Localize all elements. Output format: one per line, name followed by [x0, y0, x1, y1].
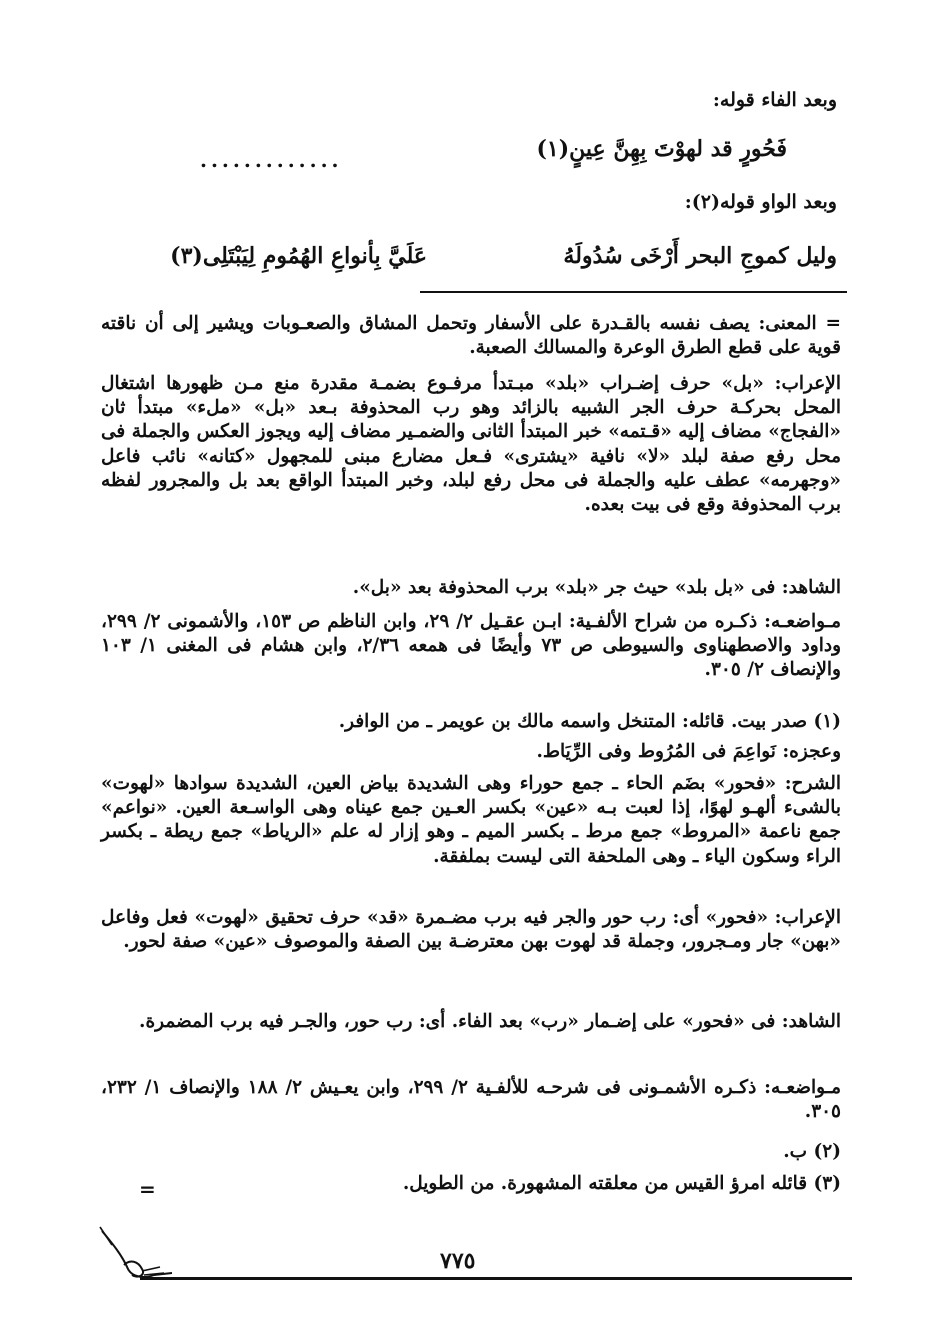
footnote-1-ajz: وعجزه: نَواعِمَ فى المُرُوط وفى الرِّيَاط.: [536, 741, 841, 762]
footnote-2: (٢) ب.: [783, 1141, 841, 1162]
verse-1: فَحُورٍ قد لهوْتَ بِهِنَّ عِينٍ(١): [536, 136, 787, 162]
fa-intro: وبعد الفاء قوله:: [712, 89, 837, 111]
commentary-mawadi: مـواضعـه: ذكـره من شراح الألفـية: ابـن عقـيل ٢/ ٢٩، وابن الناظم ص ١٥٣، والأشمونى ٢/ ٢٩٩، وداود والاصطهناوى والسيوطى ص ٧٣ وأيضًا فى همعه ٢/٣٦، وابن هشام فى المغنى ١/ ١٠٣ والإنصاف ٢/ ٣٠٥.: [101, 611, 842, 681]
footnote-3: (٣) قائله امرؤ القيس من معلقته المشهورة. من الطويل.: [402, 1173, 841, 1194]
commentary-meaning: = المعنى: يصف نفسه بالقـدرة على الأسفار وتحمل المشاق والصعـوبات ويشير إلى أن ناقته قوية على قطع الطرق الوعرة والمسالك الصعبة.: [101, 313, 841, 359]
continuation-mark: =: [139, 1177, 156, 1201]
page-number: ٧٧٥: [440, 1248, 476, 1274]
pointing-hand-icon: [98, 1225, 178, 1285]
footnote-1-mawadi: مـواضعـه: ذكـره الأشمـونى فى شرحـه للألفـية ٢/ ٢٩٩، وابن يعـيش ٢/ ١٨٨ والإنصاف ١/ ٢٣٢، ٣٠٥.: [101, 1077, 841, 1123]
verse-2-second: عَلَيَّ بِأنواعِ الهُمُومِ لِيَبْتَلِى(٣): [170, 243, 427, 269]
commentary-irab: الإعراب: «بل» حرف إضـراب «بلد» مبـتدأ مرفـوع بضمـة مقدرة منع مـن ظهورها اشتغال المحل بحركـة حرف الجر الشبيه بالزائد وهو رب المحذوفة بـعد «بل» «ملء» مبتدأ ثان «الفجاج» مضاف إليه «قـتمه» خبر المبتدأ الثانى والضمـير مضاف إليه ويجوز العكس والجملة فى محل رفع صفة لبلد «لا» نافية «يشترى» فـعل مضارع مبنى للمجهول «كتانه» نائب فاعل «وجهرمه» عطف عليه والجملة فى محل رفع لبلد، وخبر المبتدأ الواقع بعد بل والمجرور لفظه برب المحذوفة وقع فى بيت بعده.: [101, 373, 841, 516]
footnote-1-head: (١) صدر بيت. قائله: المتنخل واسمه مالك بن عويمر ـ من الوافر.: [338, 711, 841, 732]
footnote-1-shahid: الشاهد: فى «فحور» على إضـمار «رب» بعد الفاء. أى: رب حور، والجـر فيه برب المضمرة.: [139, 1011, 841, 1032]
commentary-shahid: الشاهد: فى «بل بلد» حيث جر «بلد» برب المحذوفة بعد «بل».: [352, 577, 841, 598]
verse-1-dots: .............: [200, 148, 343, 172]
top-separator: [420, 291, 847, 293]
bottom-separator: [140, 1277, 852, 1280]
footnote-1-irab: الإعراب: «فحور» أى: رب حور والجر فيه برب مضـمرة «قد» حرف تحقيق «لهوت» فعل وفاعل «بهن» جار ومـجرور، وجملة قد لهوت بهن معترضـة بين الصفة والموصوف «عين» صفة لحور.: [101, 907, 841, 953]
waw-intro: وبعد الواو قوله(٢):: [684, 191, 837, 213]
footnote-1-sharh: الشرح: «فحور» بضَم الحاء ـ جمع حوراء وهى الشديدة بياض العين، الشديدة سوادها «لهوت» بالشىء ألهـو لهوًا، إذا لعبت بـه «عين» بكسر العـين جمع عيناه وهى الواسـعة العين. «نواعم» جمع ناعمة «المروط» جمع مرط ـ بكسر الميم ـ وهو إزار له علم «الرياط» جمع ريطة ـ بكسر الراء وسكون الياء ـ وهى الملحفة التى ليست بملفقة.: [101, 773, 841, 867]
verse-2-first: وليل كموجِ البحر أَرْخَى سُدُولَهُ: [563, 243, 837, 269]
